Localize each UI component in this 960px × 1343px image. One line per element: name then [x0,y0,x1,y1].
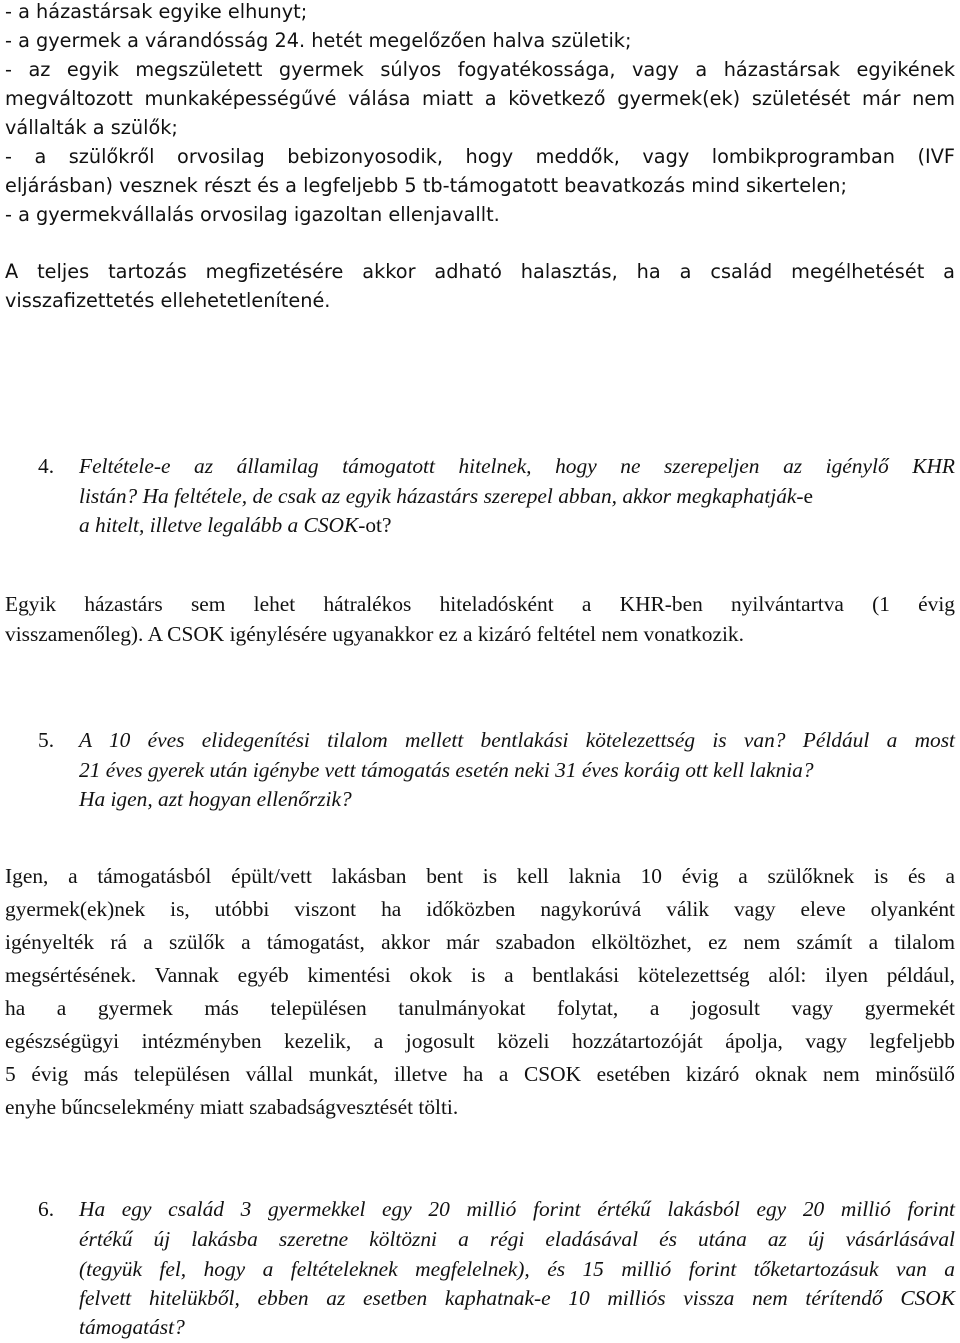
list-item-continuation: vállalták a szülők; [5,116,178,139]
answer-4-line: visszamenőleg). A CSOK igénylésére ugyanakkor ez a kizáró feltétel nem vonatkozik. [5,622,744,646]
question-line: (tegyük fel, hogy a feltételeknek megfelelnek), és 15 millió forint tőketartozásuk van a [79,1257,955,1281]
question-line: A 10 éves elidegenítési tilalom mellett bentlakási kötelezettség is van? Például a most [79,728,955,752]
question-line: támogatást? [79,1315,185,1339]
answer-4-line: Egyik házastárs sem lehet hátralékos hiteladósként a KHR-ben nyilvántartva (1 évig [5,592,955,616]
question-line: listán? Ha feltétele, de csak az egyik házastárs szerepel abban, akkor megkaphatják-e [79,484,814,508]
list-item: - a gyermekvállalás orvosilag igazoltan ellenjavallt. [5,203,500,226]
list-item-continuation: eljárásban) vesznek részt és a legfeljebb 5 tb-támogatott beavatkozás mind sikertelen; [5,174,848,197]
question-line: Ha igen, azt hogyan ellenőrzik? [79,787,352,811]
question-number: 5. [38,728,55,752]
question-line: Ha egy család 3 gyermekkel egy 20 millió forint értékű lakásból egy 20 millió forint [79,1197,955,1221]
answer-5-line: ha a gyermek más településen tanulmányokat folytat, a jogosult vagy gyermekét [5,996,955,1020]
list-item: - a szülőkről orvosilag bebizonyosodik, hogy meddők, vagy lombikprogramban (IVF [5,145,955,168]
answer-5-line: Igen, a támogatásból épült/vett lakásban bent is kell laknia 10 évig a szülőknek is és a [5,864,955,888]
answer-5-line: 5 évig más településen vállal munkát, illetve ha a CSOK esetében kizáró oknak nem minősülő [5,1062,955,1086]
question-line: értékű új lakásba szeretne költözni a régi eladásával és utána az új vásárlásával [79,1227,955,1251]
question-line: Feltétele-e az államilag támogatott hitelnek, hogy ne szerepeljen az igénylő KHR [79,454,955,478]
list-item: - a házastársak egyike elhunyt; [5,0,308,23]
question-line: felvett hitelükből, ebben az esetben kaphatnak-e 10 milliós vissza nem térítendő CSOK [79,1286,955,1310]
answer-5-line: egészségügyi intézményben kezelik, a jogosult közeli hozzátartozóját ápolja, vagy legfeljebb [5,1029,955,1053]
answer-5-line: megsértésének. Vannak egyéb kimentési okok is a bentlakási kötelezettség alól: ilyen például, [5,963,955,987]
deferral-paragraph-line: A teljes tartozás megfizetésére akkor adható halasztás, ha a család megélhetését a [5,260,955,283]
list-item: - a gyermek a várandósság 24. hetét megelőzően halva születik; [5,29,632,52]
question-number: 4. [38,454,55,478]
deferral-paragraph-line: visszafizettetés ellehetetlenítené. [5,289,331,312]
answer-5-line: igényelték rá a szülők a támogatást, akkor már szabadon elköltözhet, ez nem számít a tilalom [5,930,955,954]
answer-5-line: enyhe bűncselekmény miatt szabadságvesztését tölti. [5,1095,459,1119]
answer-5-line: gyermek(ek)nek is, utóbbi viszont ha időközben nagykorúvá válik vagy eleve olyanként [5,897,955,921]
question-number: 6. [38,1197,55,1221]
list-item: - az egyik megszületett gyermek súlyos fogyatékossága, vagy a házastársak egyikének [5,58,955,81]
list-item-continuation: megváltozott munkaképességűvé válása miatt a következő gyermek(ek) születését már nem [5,87,955,110]
question-line: 21 éves gyerek után igénybe vett támogatás esetén neki 31 éves koráig ott kell laknia? [79,758,814,782]
question-line: a hitelt, illetve legalább a CSOK-ot? [79,513,392,537]
